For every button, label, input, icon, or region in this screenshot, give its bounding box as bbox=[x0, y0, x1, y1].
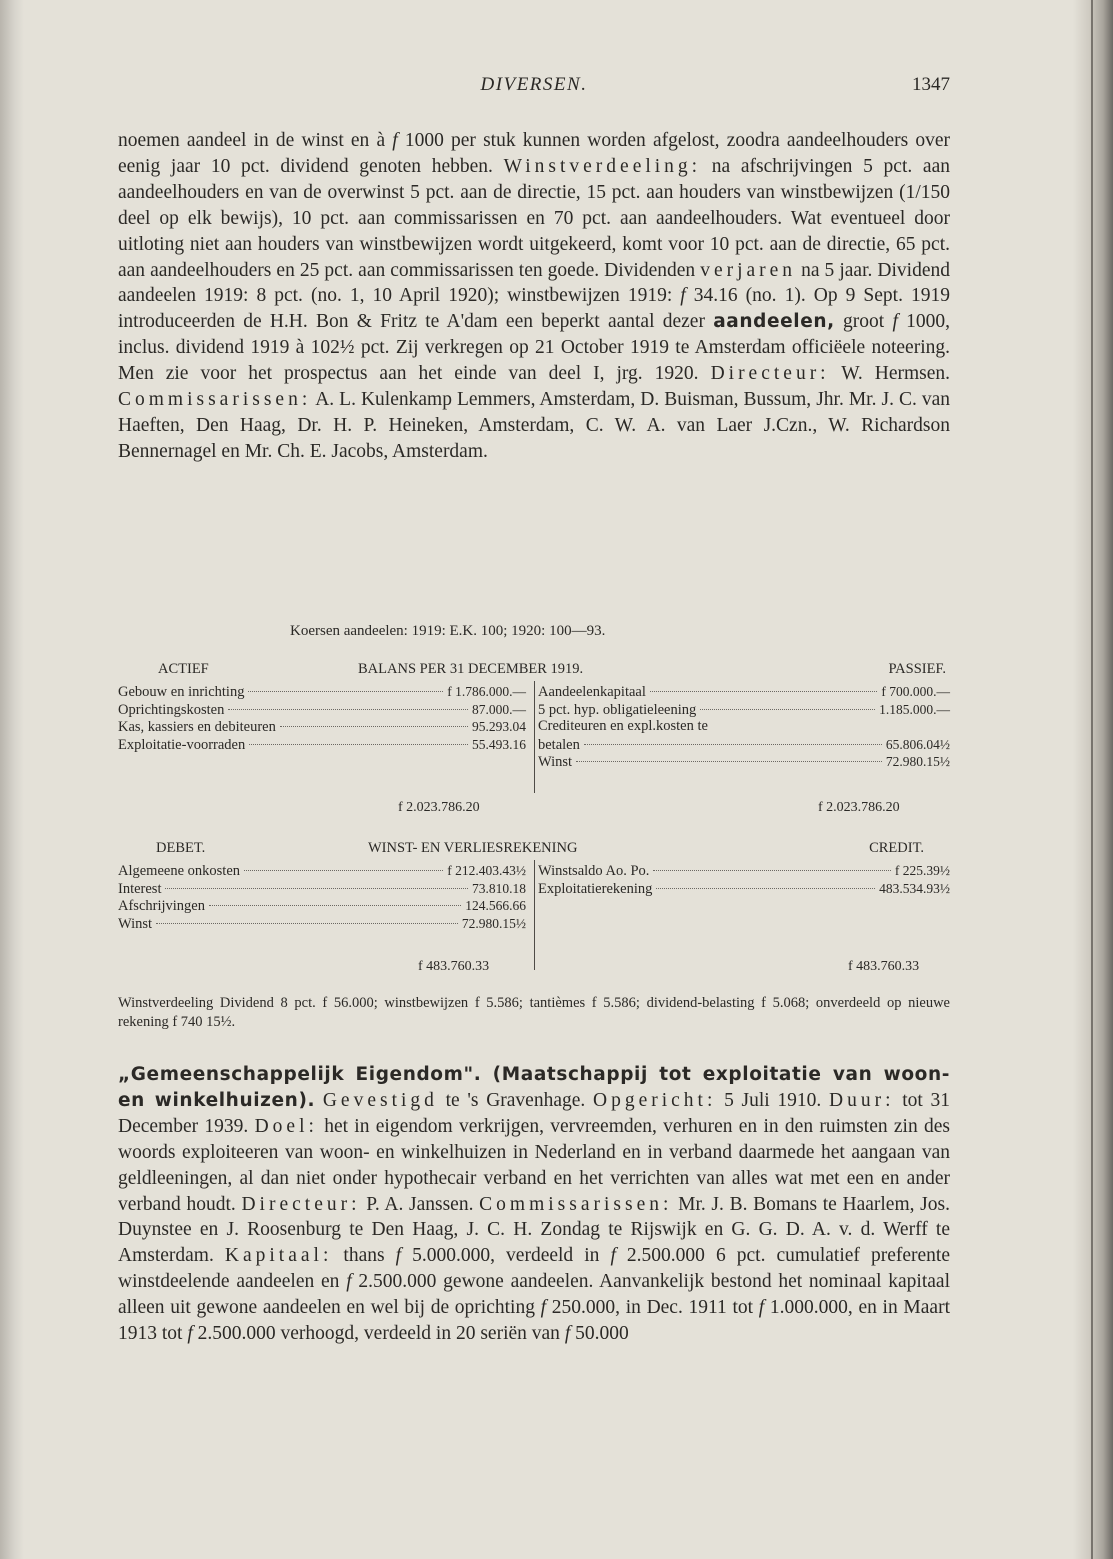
row-label: Winst bbox=[538, 754, 573, 770]
row-amount: f 225.39½ bbox=[894, 863, 950, 878]
row-label: Oprichtingskosten bbox=[118, 701, 225, 718]
row-label: Aandeelenkapitaal bbox=[538, 684, 646, 700]
page-binding-edge bbox=[1073, 0, 1113, 1559]
florin-sign: f bbox=[395, 1245, 402, 1267]
row-amount: 124.566.66 bbox=[465, 898, 526, 913]
running-title: DIVERSEN. bbox=[480, 74, 588, 95]
account-row bbox=[118, 915, 526, 933]
row-label: 5 pct. hyp. obligatieleening bbox=[538, 701, 697, 718]
credit-column bbox=[538, 862, 950, 897]
account-row bbox=[118, 862, 526, 880]
text-run: W. Hermsen. bbox=[829, 363, 951, 385]
gevestigd-heading: Gevestigd bbox=[322, 1089, 438, 1111]
leader-dots bbox=[209, 905, 461, 906]
text-run: noemen aandeel in de winst en à bbox=[118, 130, 393, 151]
debet-heading: DEBET. bbox=[156, 840, 206, 856]
binding-line bbox=[1091, 0, 1093, 1559]
winstverdeeling-line: Winstverdeeling Dividend 8 pct. f 56.000; winstbewijzen f 5.586; tantièmes f 5.586; dividend-belasting f 5.068; onverdeeld op nieuwe rekening f 740 15½. bbox=[118, 995, 950, 1030]
text-run: 2.500.000 gewone aandeelen. Aanvankelijk bestond het nominaal kapitaal alleen uit gewone aandeelen en wel bij de oprichting bbox=[118, 1271, 950, 1319]
row-label: Exploitatierekening bbox=[538, 880, 653, 897]
profit-loss-total-right: f 483.760.33 bbox=[848, 959, 920, 974]
row-label: Winst bbox=[118, 915, 153, 932]
florin-sign: f bbox=[540, 1297, 547, 1319]
directeur-heading: Directeur: bbox=[241, 1193, 361, 1215]
text-run: 5 Juli 1910. bbox=[716, 1089, 829, 1111]
row-amount: 55.493.16 bbox=[472, 736, 526, 752]
debet-column bbox=[118, 862, 526, 932]
profit-loss-title: WINST- EN VERLIESREKENING bbox=[368, 840, 578, 856]
balance-row bbox=[538, 683, 950, 701]
company-title: „Gemeenschappelijk Eigendom". (Maatschappij tot exploitatie van woon- en winkelhuizen). bbox=[118, 1064, 950, 1111]
text-run: 1.000.000, en in Maart 1913 tot bbox=[118, 1297, 950, 1345]
row-amount: 72.980.15½ bbox=[885, 754, 950, 769]
text-run: 250.000, in Dec. 1911 tot bbox=[546, 1297, 759, 1319]
leader-dots bbox=[650, 691, 877, 692]
row-amount: 65.806.04½ bbox=[885, 736, 950, 752]
text-run: tot 31 December 1939. bbox=[118, 1089, 950, 1137]
actief-column bbox=[118, 683, 526, 753]
text-run: 5.000.000, verdeeld in bbox=[401, 1245, 611, 1267]
row-amount: f 700.000.— bbox=[881, 684, 950, 699]
text-run: A. L. Kulenkamp Lemmers, Amsterdam, D. Buisman, Bussum, Jhr. Mr. J. C. van Haeften, Den Haag, Dr. H. P. Heineken, Amsterdam, C. W. A. van Laer J.Czn., W. Richardson Bennernagel en Mr. Ch. E. Jacobs, Amsterdam. bbox=[118, 389, 950, 462]
row-label: Kas, kassiers en debiteuren bbox=[118, 719, 276, 735]
leader-dots bbox=[156, 923, 458, 924]
column-divider bbox=[534, 860, 535, 970]
leader-dots bbox=[244, 870, 443, 871]
row-label: Crediteuren en expl.kosten te bbox=[538, 718, 708, 734]
balance-row bbox=[538, 701, 950, 719]
row-amount: f 1.786.000.— bbox=[447, 684, 526, 699]
leader-dots bbox=[280, 726, 468, 727]
florin-sign: f bbox=[392, 130, 398, 151]
text-run: na afschrijvingen 5 pct. aan aandeelhouders en van de overwinst 5 pct. aan de directie, 15 pct. aan houders van winstbewijzen (1/150 deel op elk bewijs), 10 pct. aan commissarissen en 70 pct. aan aandeelhouders. Wat eventueel door uitloting niet aan houders van winstbewijzen wordt uitgekeerd, komt voor 10 pct. aan de directie, 65 pct. aan aandeelhouders en 25 pct. aan commissarissen ten goede. Dividenden bbox=[118, 155, 950, 281]
balance-row bbox=[538, 736, 950, 754]
account-row bbox=[118, 897, 526, 915]
text-run: P. A. Janssen. bbox=[360, 1193, 480, 1215]
winstverdeeling-heading: Winstverdeeling: bbox=[503, 155, 702, 177]
leader-dots bbox=[700, 709, 875, 710]
row-amount: 483.534.93½ bbox=[879, 880, 950, 896]
balance-row bbox=[118, 683, 526, 701]
passief-heading: PASSIEF. bbox=[888, 661, 946, 677]
kapitaal-heading: Kapitaal: bbox=[224, 1245, 333, 1267]
page-number: 1347 bbox=[912, 74, 950, 95]
credit-heading: CREDIT. bbox=[869, 840, 924, 856]
commissarissen-heading: Commissarissen: bbox=[118, 389, 312, 411]
row-amount: 87.000.— bbox=[472, 701, 526, 717]
account-row bbox=[538, 880, 950, 898]
column-divider bbox=[534, 681, 535, 793]
leader-dots bbox=[656, 888, 875, 889]
balance-total-right: f 2.023.786.20 bbox=[818, 800, 900, 815]
row-amount: 1.185.000.— bbox=[879, 701, 950, 717]
balance-row bbox=[538, 753, 950, 771]
balance-header bbox=[118, 661, 950, 679]
row-label: Algemeene onkosten bbox=[118, 863, 241, 879]
florin-sign: f bbox=[610, 1245, 616, 1267]
duur-heading: Duur: bbox=[829, 1089, 895, 1111]
row-label: Winstsaldo Ao. Po. bbox=[538, 863, 650, 879]
account-row bbox=[118, 880, 526, 898]
account-row bbox=[538, 862, 950, 880]
text-run: na 5 jaar. Dividend aandeelen 1919: 8 pct. (no. 1, 10 April 1920); winstbewijzen 1919: bbox=[118, 259, 950, 307]
page-left-edge bbox=[0, 0, 24, 1559]
text-run: thans bbox=[332, 1245, 396, 1267]
leader-dots bbox=[249, 744, 468, 745]
doel-heading: Doel: bbox=[254, 1115, 318, 1137]
text-run: 2.500.000 6 pct. cumulatief preferente winstdeelende aandeelen en bbox=[118, 1245, 950, 1293]
balance-title: BALANS PER 31 DECEMBER 1919. bbox=[358, 661, 584, 677]
leader-dots bbox=[576, 761, 882, 762]
row-label: Afschrijvingen bbox=[118, 898, 205, 914]
text-run: Mr. J. B. Bomans te Haarlem, Jos. Duynstee en J. Roosenburg te Den Haag, J. C. H. Zondag te Rijswijk en G. G. D. A. v. d. Werff te Amsterdam. bbox=[118, 1193, 950, 1267]
balance-total-left: f 2.023.786.20 bbox=[398, 800, 480, 815]
verjaren-heading: verjaren bbox=[700, 259, 797, 281]
text-run: 50.000 bbox=[570, 1323, 629, 1345]
company-paragraph-2 bbox=[118, 1062, 950, 1347]
row-amount: 73.810.18 bbox=[472, 880, 526, 896]
text-run: 34.16 (no. 1). Op 9 Sept. 1919 introduceerden de H.H. Bon & Fritz te A'dam een beperkt aantal dezer bbox=[118, 285, 950, 333]
text-run: te 's Gravenhage. bbox=[437, 1089, 593, 1111]
balance-row bbox=[538, 718, 950, 736]
text-run: 1000 per stuk kunnen worden afgelost, zoodra aandeelhouders over eenig jaar 10 pct. dividend genoten hebben. bbox=[118, 130, 951, 177]
aandeelen-heading: aandeelen, bbox=[713, 311, 835, 333]
florin-sign: f bbox=[758, 1297, 765, 1319]
leader-dots bbox=[653, 870, 890, 871]
commissarissen-heading: Commissarissen: bbox=[479, 1193, 673, 1215]
florin-sign: f bbox=[187, 1323, 193, 1345]
directeur-heading: Directeur: bbox=[710, 363, 830, 385]
text-run: het in eigendom verkrijgen, vervreemden, verhuren en in den ruimsten zin des woords exploiteeren van woon- en winkelhuizen in Nederland en in verband daarmede het aangaan van geldleeningen, al dan niet onder hypothecair verband en het verrichten van alles wat met een en ander verband houdt. bbox=[118, 1115, 950, 1215]
leader-dots bbox=[248, 691, 443, 692]
actief-heading: ACTIEF bbox=[158, 661, 209, 677]
page-header bbox=[118, 74, 950, 104]
leader-dots bbox=[165, 888, 468, 889]
balance-row bbox=[118, 701, 526, 719]
row-amount: 95.293.04 bbox=[472, 719, 526, 734]
profit-loss-total-left: f 483.760.33 bbox=[418, 959, 490, 974]
florin-sign: f bbox=[680, 285, 686, 307]
row-label: Interest bbox=[118, 880, 162, 897]
company-paragraph bbox=[118, 128, 950, 465]
balance-row bbox=[118, 718, 526, 736]
row-amount: 72.980.15½ bbox=[461, 915, 526, 931]
balance-row bbox=[118, 736, 526, 754]
passief-column bbox=[538, 683, 950, 771]
text-run: 1000, inclus. dividend 1919 à 102½ pct. Zij verkregen op 21 October 1919 te Amsterdam officiëele noteering. Men zie voor het prospectus aan het einde van deel I, jrg. 1920. bbox=[118, 311, 950, 385]
row-amount: f 212.403.43½ bbox=[447, 863, 526, 878]
profit-loss-header bbox=[118, 840, 950, 858]
row-label: Exploitatie-voorraden bbox=[118, 736, 246, 753]
opgericht-heading: Opgericht: bbox=[592, 1089, 717, 1111]
florin-sign: f bbox=[346, 1271, 352, 1293]
row-label: betalen bbox=[538, 736, 580, 753]
leader-dots bbox=[584, 744, 882, 745]
leader-dots bbox=[228, 709, 468, 710]
koersen-line: Koersen aandeelen: 1919: E.K. 100; 1920: 100—93. bbox=[290, 623, 606, 639]
florin-sign: f bbox=[564, 1323, 571, 1345]
text-run: 2.500.000 verhoogd, verdeeld in 20 seriën van bbox=[192, 1323, 565, 1345]
text-run: groot bbox=[834, 311, 893, 333]
florin-sign: f bbox=[892, 311, 898, 333]
row-label: Gebouw en inrichting bbox=[118, 684, 245, 700]
